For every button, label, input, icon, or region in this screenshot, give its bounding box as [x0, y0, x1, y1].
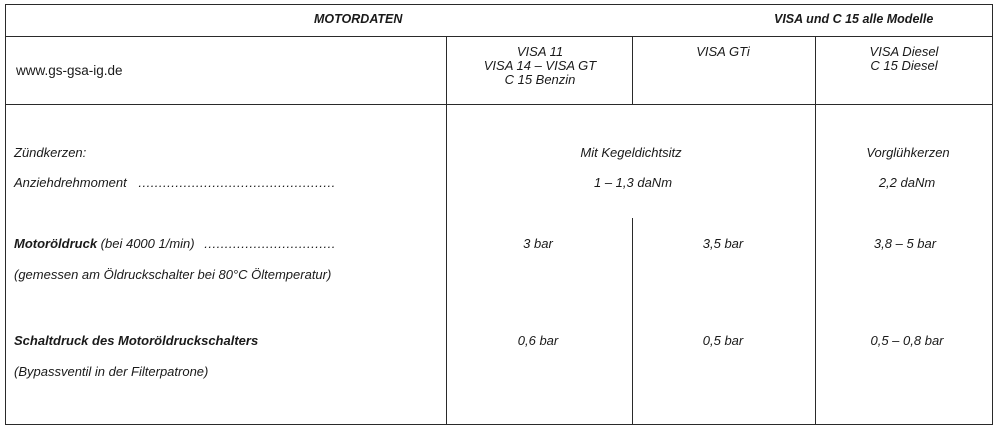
leader-dots: ................................ — [204, 236, 336, 251]
schaltdruck-col2-value: 0,5 bar — [702, 333, 744, 348]
column-header-visa-11: VISA 11 VISA 14 – VISA GT C 15 Benzin — [483, 44, 597, 87]
leader-dots: ................................................ — [138, 175, 336, 190]
schaltdruck-col3-value: 0,5 – 0,8 bar — [870, 333, 944, 348]
zuendkerzen-diesel-value: Vorglühkerzen — [866, 145, 950, 160]
header-divider — [5, 36, 993, 37]
anziehdrehmoment-diesel-value: 2,2 daNm — [878, 175, 936, 190]
schaltdruck-label: Schaltdruck des Motoröldruckschalters — [14, 333, 259, 348]
motoroeldruck-col2-value: 3,5 bar — [702, 236, 744, 251]
zuendkerzen-label: Zündkerzen: — [14, 145, 87, 160]
models-scope: VISA und C 15 alle Modelle — [774, 12, 934, 26]
column-divider-3 — [815, 36, 816, 425]
motoroeldruck-note: (gemessen am Öldruckschalter bei 80°C Öltemperatur) — [14, 267, 332, 282]
column-divider-2 — [632, 36, 633, 104]
schaltdruck-note: (Bypassventil in der Filterpatrone) — [14, 364, 209, 379]
anziehdrehmoment-benzin-value: 1 – 1,3 daNm — [593, 175, 673, 190]
motoroeldruck-col1-value: 3 bar — [523, 236, 553, 251]
motoroeldruck-col3-value: 3,8 – 5 bar — [873, 236, 937, 251]
column-header-divider — [5, 104, 993, 105]
column-divider-1 — [446, 36, 447, 425]
anziehdrehmoment-label: Anziehdrehmoment ................................................ — [14, 175, 336, 190]
table-title: MOTORDATEN — [314, 12, 403, 26]
schaltdruck-col1-value: 0,6 bar — [517, 333, 559, 348]
website-link[interactable]: www.gs-gsa-ig.de — [16, 63, 123, 78]
column-header-visa-diesel: VISA Diesel C 15 Diesel — [869, 44, 939, 73]
column-header-visa-gti: VISA GTi — [696, 44, 750, 59]
motoroeldruck-label: Motoröldruck (bei 4000 1/min) ................................ — [14, 236, 336, 251]
column-divider-2-lower — [632, 218, 633, 425]
zuendkerzen-benzin-value: Mit Kegeldichtsitz — [580, 145, 682, 160]
